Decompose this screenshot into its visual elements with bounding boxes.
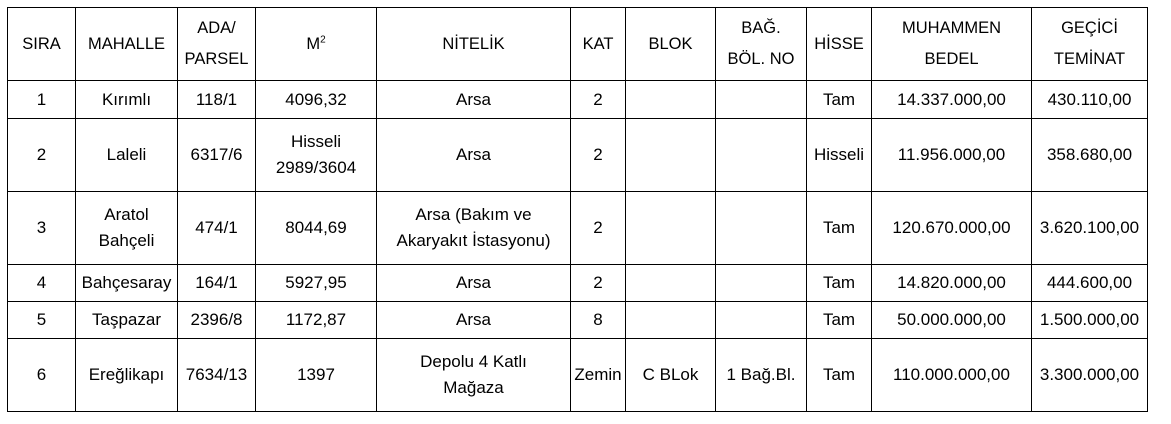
- cell-gecici-teminat: 1.500.000,00: [1032, 302, 1148, 339]
- header-m2: $M^2$: [256, 8, 377, 81]
- table-row: [8, 302, 1148, 339]
- cell-muhammen-bedel: 110.000.000,00: [872, 339, 1032, 412]
- cell-mahalle: Aratol Bahçeli: [76, 192, 178, 265]
- cell-hisse: Hisseli: [807, 119, 872, 192]
- cell-m2: 4096,32: [256, 81, 377, 119]
- cell-ada-parsel: 7634/13: [178, 339, 256, 412]
- cell-blok: C BLok: [626, 339, 716, 412]
- cell-hisse: Tam: [807, 265, 872, 302]
- header-kat: KAT: [571, 8, 626, 81]
- cell-mahalle: Bahçesaray: [76, 265, 178, 302]
- cell-sira: 6: [8, 339, 76, 412]
- table-body: [8, 81, 1148, 412]
- cell-sira: 4: [8, 265, 76, 302]
- cell-muhammen-bedel: 11.956.000,00: [872, 119, 1032, 192]
- cell-muhammen-bedel: 14.337.000,00: [872, 81, 1032, 119]
- cell-nitelik: Arsa: [377, 81, 571, 119]
- cell-blok: [626, 302, 716, 339]
- cell-kat: Zemin: [571, 339, 626, 412]
- cell-sira: 1: [8, 81, 76, 119]
- cell-kat: 8: [571, 302, 626, 339]
- header-bag-bol-no: BAĞ. BÖL. NO: [716, 8, 807, 81]
- cell-hisse: Tam: [807, 192, 872, 265]
- cell-sira: 2: [8, 119, 76, 192]
- cell-nitelik: Arsa (Bakım ve Akaryakıt İstasyonu): [377, 192, 571, 265]
- table-row: [8, 119, 1148, 192]
- cell-m2: Hisseli 2989/3604: [256, 119, 377, 192]
- cell-muhammen-bedel: 14.820.000,00: [872, 265, 1032, 302]
- cell-gecici-teminat: 430.110,00: [1032, 81, 1148, 119]
- cell-bag-bol-no: 1 Bağ.Bl.: [716, 339, 807, 412]
- cell-blok: [626, 119, 716, 192]
- cell-mahalle: Laleli: [76, 119, 178, 192]
- cell-hisse: Tam: [807, 81, 872, 119]
- cell-ada-parsel: 118/1: [178, 81, 256, 119]
- header-ada-parsel: ADA/ PARSEL: [178, 8, 256, 81]
- cell-m2: 5927,95: [256, 265, 377, 302]
- header-row: [8, 8, 1148, 81]
- header-muhammen-bedel: MUHAMMEN BEDEL: [872, 8, 1032, 81]
- cell-ada-parsel: 474/1: [178, 192, 256, 265]
- cell-nitelik: Arsa: [377, 302, 571, 339]
- header-gecici-teminat: GEÇİCİ TEMİNAT: [1032, 8, 1148, 81]
- header-nitelik: NİTELİK: [377, 8, 571, 81]
- cell-ada-parsel: 164/1: [178, 265, 256, 302]
- table-row: [8, 81, 1148, 119]
- table-row: [8, 265, 1148, 302]
- cell-m2: 8044,69: [256, 192, 377, 265]
- cell-sira: 3: [8, 192, 76, 265]
- cell-mahalle: Taşpazar: [76, 302, 178, 339]
- cell-blok: [626, 265, 716, 302]
- cell-blok: [626, 192, 716, 265]
- cell-gecici-teminat: 444.600,00: [1032, 265, 1148, 302]
- cell-m2: 1397: [256, 339, 377, 412]
- header-mahalle: MAHALLE: [76, 8, 178, 81]
- cell-bag-bol-no: [716, 302, 807, 339]
- cell-nitelik: Depolu 4 Katlı Mağaza: [377, 339, 571, 412]
- cell-mahalle: Kırımlı: [76, 81, 178, 119]
- cell-muhammen-bedel: 50.000.000,00: [872, 302, 1032, 339]
- cell-gecici-teminat: 3.620.100,00: [1032, 192, 1148, 265]
- header-blok: BLOK: [626, 8, 716, 81]
- property-tender-table: [7, 7, 1148, 412]
- cell-hisse: Tam: [807, 339, 872, 412]
- cell-ada-parsel: 6317/6: [178, 119, 256, 192]
- cell-kat: 2: [571, 265, 626, 302]
- cell-kat: 2: [571, 81, 626, 119]
- cell-nitelik: Arsa: [377, 265, 571, 302]
- cell-ada-parsel: 2396/8: [178, 302, 256, 339]
- table-row: [8, 339, 1148, 412]
- header-hisse: HİSSE: [807, 8, 872, 81]
- cell-kat: 2: [571, 192, 626, 265]
- tender-table-container: [7, 7, 1148, 412]
- cell-bag-bol-no: [716, 192, 807, 265]
- cell-blok: [626, 81, 716, 119]
- cell-sira: 5: [8, 302, 76, 339]
- cell-hisse: Tam: [807, 302, 872, 339]
- cell-nitelik: Arsa: [377, 119, 571, 192]
- table-row: [8, 192, 1148, 265]
- cell-gecici-teminat: 3.300.000,00: [1032, 339, 1148, 412]
- cell-mahalle: Ereğlikapı: [76, 339, 178, 412]
- cell-bag-bol-no: [716, 81, 807, 119]
- header-sira: SIRA: [8, 8, 76, 81]
- table-header: [8, 8, 1148, 81]
- cell-muhammen-bedel: 120.670.000,00: [872, 192, 1032, 265]
- cell-bag-bol-no: [716, 119, 807, 192]
- cell-kat: 2: [571, 119, 626, 192]
- cell-m2: 1172,87: [256, 302, 377, 339]
- cell-bag-bol-no: [716, 265, 807, 302]
- cell-gecici-teminat: 358.680,00: [1032, 119, 1148, 192]
